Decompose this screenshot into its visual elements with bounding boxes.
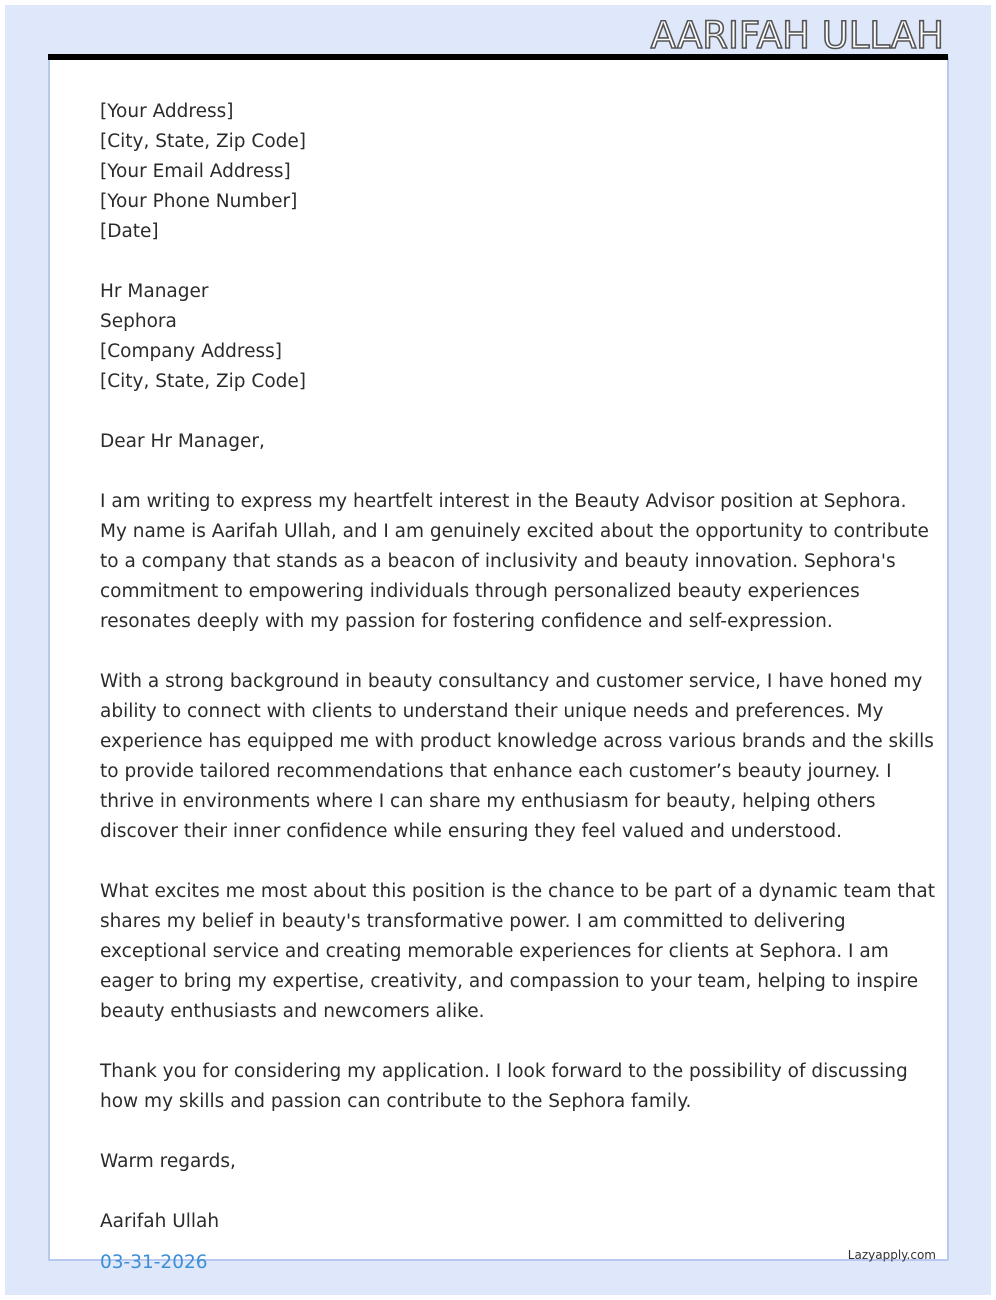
paragraph-experience [100, 667, 934, 847]
applicant-name-header: AARIFAH ULLAH [650, 14, 944, 57]
salutation: Dear Hr Manager, [100, 431, 265, 452]
paragraph-line: beauty enthusiasts and newcomers alike. [100, 1001, 485, 1022]
paragraph-line: ability to connect with clients to understand their unique needs and preferences. My [100, 701, 884, 722]
spacer [100, 397, 900, 427]
recipient-title: Hr Manager [100, 281, 209, 302]
paragraph-line: thrive in environments where I can share my enthusiasm for beauty, helping others [100, 791, 876, 812]
paragraph-line: exceptional service and creating memorable experiences for clients at Sephora. I am [100, 941, 889, 962]
signature: Aarifah Ullah [100, 1211, 220, 1232]
paragraph-motivation [100, 877, 935, 1027]
paragraph-line: My name is Aarifah Ullah, and I am genuinely excited about the opportunity to contribute [100, 521, 929, 542]
paragraph-line: I am writing to express my heartfelt interest in the Beauty Advisor position at Sephora. [100, 491, 907, 512]
sender-address: [Your Address] [100, 101, 234, 122]
footer-date: 03-31-2026 [100, 1252, 208, 1273]
recipient-city: [City, State, Zip Code] [100, 371, 306, 392]
recipient-address: [Company Address] [100, 341, 283, 362]
spacer [100, 1117, 900, 1147]
recipient-block [100, 277, 900, 397]
recipient-company: Sephora [100, 311, 177, 332]
sender-city: [City, State, Zip Code] [100, 131, 306, 152]
sender-block [100, 97, 900, 247]
spacer [100, 637, 900, 667]
spacer [100, 1177, 900, 1207]
spacer [100, 847, 900, 877]
sender-phone: [Your Phone Number] [100, 191, 298, 212]
paragraph-line: experience has equipped me with product knowledge across various brands and the skills [100, 731, 934, 752]
paragraph-line: commitment to empowering individuals through personalized beauty experiences [100, 581, 860, 602]
paragraph-thanks [100, 1057, 908, 1117]
brand-watermark: Lazyapply.com [847, 1248, 936, 1262]
sender-date: [Date] [100, 221, 159, 242]
paragraph-line: shares my belief in beauty's transformative power. I am committed to delivering [100, 911, 846, 932]
paragraph-line: Thank you for considering my application. I look forward to the possibility of discussing [100, 1061, 908, 1082]
paragraph-intro [100, 487, 929, 637]
paragraph-line: to a company that stands as a beacon of inclusivity and beauty innovation. Sephora's [100, 551, 896, 572]
spacer [100, 457, 900, 487]
paragraph-line: to provide tailored recommendations that enhance each customer’s beauty journey. I [100, 761, 892, 782]
paragraph-line: resonates deeply with my passion for fostering confidence and self-expression. [100, 611, 833, 632]
cover-letter-body [100, 97, 935, 1237]
spacer [100, 1027, 900, 1057]
paragraph-line: What excites me most about this position is the chance to be part of a dynamic team that [100, 881, 935, 902]
paragraph-line: eager to bring my expertise, creativity, and compassion to your team, helping to inspire [100, 971, 919, 992]
paragraph-line: how my skills and passion can contribute to the Sephora family. [100, 1091, 692, 1112]
paragraph-line: discover their inner confidence while ensuring they feel valued and understood. [100, 821, 843, 842]
closing: Warm regards, [100, 1151, 236, 1172]
spacer [100, 247, 900, 277]
paragraph-line: With a strong background in beauty consultancy and customer service, I have honed my [100, 671, 923, 692]
sender-email: [Your Email Address] [100, 161, 291, 182]
